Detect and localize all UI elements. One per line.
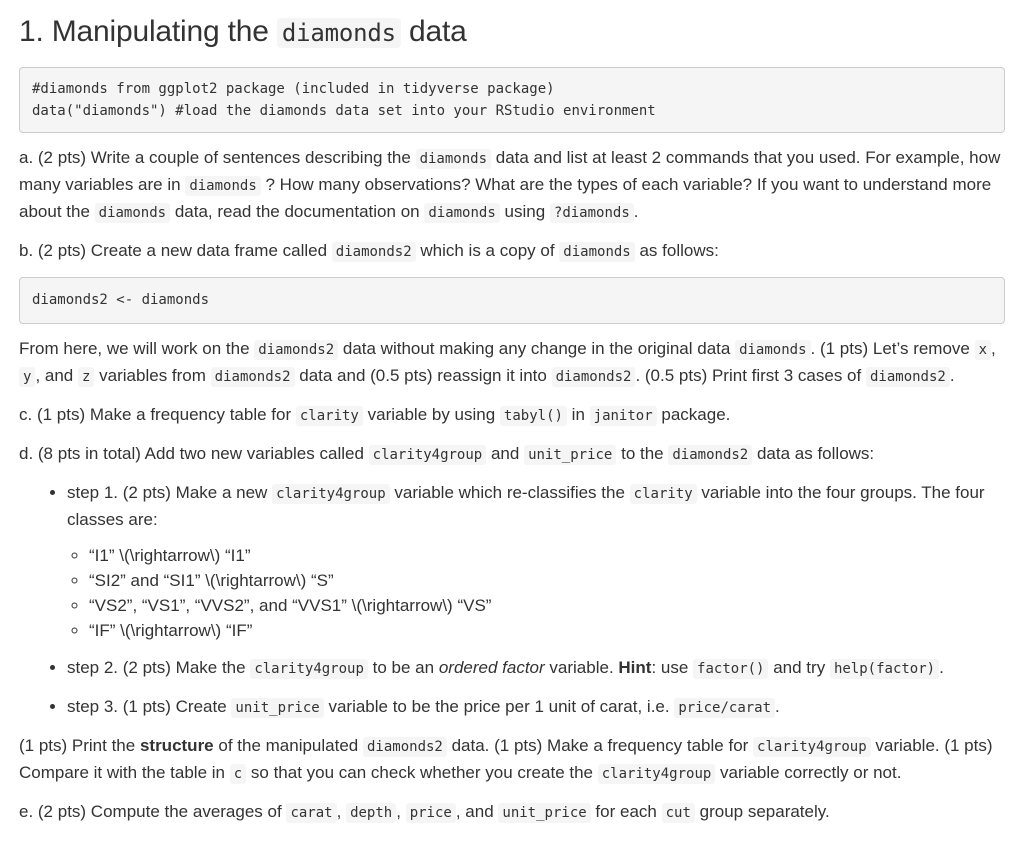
- inline-code: diamonds: [416, 149, 491, 169]
- inline-code: clarity: [296, 406, 363, 426]
- code-block-copy: [19, 277, 1005, 324]
- step-1-item: [67, 480, 1005, 643]
- inline-code: z: [78, 367, 94, 387]
- class-item: ◦ “I1” \(\rightarrow\) “I1”: [89, 543, 1005, 568]
- part-d-paragraph: [19, 441, 1005, 468]
- text: variable which re-classifies the: [394, 483, 625, 502]
- inline-code: ?diamonds: [550, 203, 634, 223]
- inline-code: clarity4group: [598, 764, 716, 784]
- text: ,: [336, 802, 342, 821]
- text: so that you can check whether you create the: [250, 763, 593, 782]
- step-3-item: [67, 694, 1005, 721]
- section-heading: [19, 12, 1005, 53]
- text: variable correctly or not.: [720, 763, 902, 782]
- inline-code: clarity4group: [753, 737, 871, 757]
- code-line-assign: diamonds2 <- diamonds: [32, 292, 210, 308]
- text: e. (2 pts) Compute the averages of: [19, 802, 282, 821]
- text: : use: [651, 658, 689, 677]
- text: From here, we will work on the: [19, 339, 250, 358]
- class-item: ◦ “IF” \(\rightarrow\) “IF”: [89, 618, 1005, 643]
- inline-code: clarity4group: [369, 445, 487, 465]
- text: . (0.5 pts) Print first 3 cases of: [635, 366, 862, 385]
- text: variable by using: [367, 405, 496, 424]
- text: ,: [991, 339, 996, 358]
- text: and try: [773, 658, 826, 677]
- text: using: [504, 202, 546, 221]
- text: .: [775, 697, 780, 716]
- class-item: ◦ “VS2”, “VS1”, “VVS2”, and “VVS1” \(\rightarrow\) “VS”: [89, 593, 1005, 618]
- clarity-classes-list: [67, 543, 1005, 643]
- text: variable to be the price per 1 unit of carat, i.e.: [328, 697, 670, 716]
- text: variable.: [549, 658, 614, 677]
- inline-code: x: [975, 340, 991, 360]
- code-line-comment: #diamonds from ggplot2 package (included in tidyverse package): [32, 81, 555, 97]
- text: to be an: [372, 658, 435, 677]
- heading-code: diamonds: [277, 18, 401, 48]
- text: package.: [661, 405, 731, 424]
- part-b-paragraph: [19, 238, 1005, 265]
- code-block-load-data: [19, 67, 1005, 133]
- inline-code: c: [230, 764, 246, 784]
- text: step 1. (2 pts) Make a new: [67, 483, 268, 502]
- inline-code: diamonds2: [866, 367, 950, 387]
- text: data, read the documentation on: [174, 202, 420, 221]
- inline-code: diamonds: [95, 203, 170, 223]
- heading-prefix: 1. Manipulating the: [19, 15, 269, 48]
- inline-code: janitor: [590, 406, 657, 426]
- text: of the manipulated: [218, 736, 359, 755]
- text: , and: [35, 366, 74, 385]
- text: (1 pts) Print the: [19, 736, 136, 755]
- text: a. (2 pts) Write a couple of sentences describing the: [19, 148, 411, 167]
- text: .: [939, 658, 944, 677]
- inline-code: diamonds2: [254, 340, 338, 360]
- text: step 3. (1 pts) Create: [67, 697, 227, 716]
- text: ? How many observations? What are the types of each variable? If you want to understand more about the: [19, 175, 992, 221]
- text: , and: [455, 802, 494, 821]
- inline-code: carat: [286, 803, 336, 823]
- inline-code: factor(): [693, 659, 768, 679]
- inline-code: unit_price: [498, 803, 590, 823]
- inline-code: diamonds2: [552, 367, 636, 387]
- inline-code: clarity4group: [250, 659, 368, 679]
- text: to the: [621, 444, 664, 463]
- inline-code: diamonds: [735, 340, 810, 360]
- inline-code: diamonds2: [668, 445, 752, 465]
- text: ,: [396, 802, 401, 821]
- inline-code: clarity: [630, 484, 697, 504]
- inline-code: diamonds: [424, 203, 499, 223]
- inline-code: tabyl(): [500, 406, 567, 426]
- text: .: [949, 366, 955, 385]
- bold-text: structure: [139, 736, 214, 755]
- inline-code: diamonds: [559, 242, 634, 262]
- text: variable into the four groups. The four classes are:: [67, 483, 985, 529]
- emphasis-text: ordered factor: [438, 658, 545, 677]
- text: in: [571, 405, 585, 424]
- inline-code: unit_price: [524, 445, 616, 465]
- part-b-continued-paragraph: [19, 336, 1005, 390]
- inline-code: price: [406, 803, 456, 823]
- text: .: [633, 202, 639, 221]
- inline-code: price/carat: [674, 698, 775, 718]
- inline-code: depth: [346, 803, 396, 823]
- inline-code: unit_price: [231, 698, 323, 718]
- text: as follows:: [639, 241, 719, 260]
- text: variables from: [99, 366, 206, 385]
- inline-code: diamonds: [185, 176, 260, 196]
- inline-code: diamonds2: [211, 367, 295, 387]
- inline-code: cut: [662, 803, 695, 823]
- text: for each: [595, 802, 657, 821]
- part-a-paragraph: [19, 145, 1005, 226]
- hint-label: Hint: [618, 658, 652, 677]
- inline-code: y: [19, 367, 35, 387]
- heading-suffix: data: [409, 15, 467, 48]
- text: step 2. (2 pts) Make the: [67, 658, 246, 677]
- step-2-item: [67, 655, 1005, 682]
- inline-code: diamonds2: [363, 737, 447, 757]
- inline-code: diamonds2: [332, 242, 416, 262]
- text: group separately.: [699, 802, 830, 821]
- text: and: [490, 444, 520, 463]
- class-item: ◦ “SI2” and “SI1” \(\rightarrow\) “S”: [89, 568, 1005, 593]
- text: data and list at least 2 commands that you used. For example, how many variables are in: [19, 148, 1001, 194]
- inline-code: help(factor): [830, 659, 939, 679]
- text: c. (1 pts) Make a frequency table for: [19, 405, 292, 424]
- part-e-paragraph: [19, 799, 1005, 826]
- text: data. (1 pts) Make a frequency table for: [451, 736, 749, 755]
- inline-code: clarity4group: [272, 484, 390, 504]
- part-d-continued-paragraph: [19, 733, 1005, 787]
- part-c-paragraph: [19, 402, 1005, 429]
- text: b. (2 pts) Create a new data frame called: [19, 241, 328, 260]
- text: . (1 pts) Let’s remove: [810, 339, 970, 358]
- text: data and (0.5 pts) reassign it into: [299, 366, 547, 385]
- text: data without making any change in the original data: [342, 339, 731, 358]
- text: d. (8 pts in total) Add two new variables called: [19, 444, 364, 463]
- code-line-data: data("diamonds") #load the diamonds data set into your RStudio environment: [32, 103, 656, 119]
- text: variable. (1 pts) Compare it with the table in: [19, 736, 993, 782]
- text: data as follows:: [756, 444, 875, 463]
- steps-list: [19, 480, 1005, 721]
- text: which is a copy of: [420, 241, 555, 260]
